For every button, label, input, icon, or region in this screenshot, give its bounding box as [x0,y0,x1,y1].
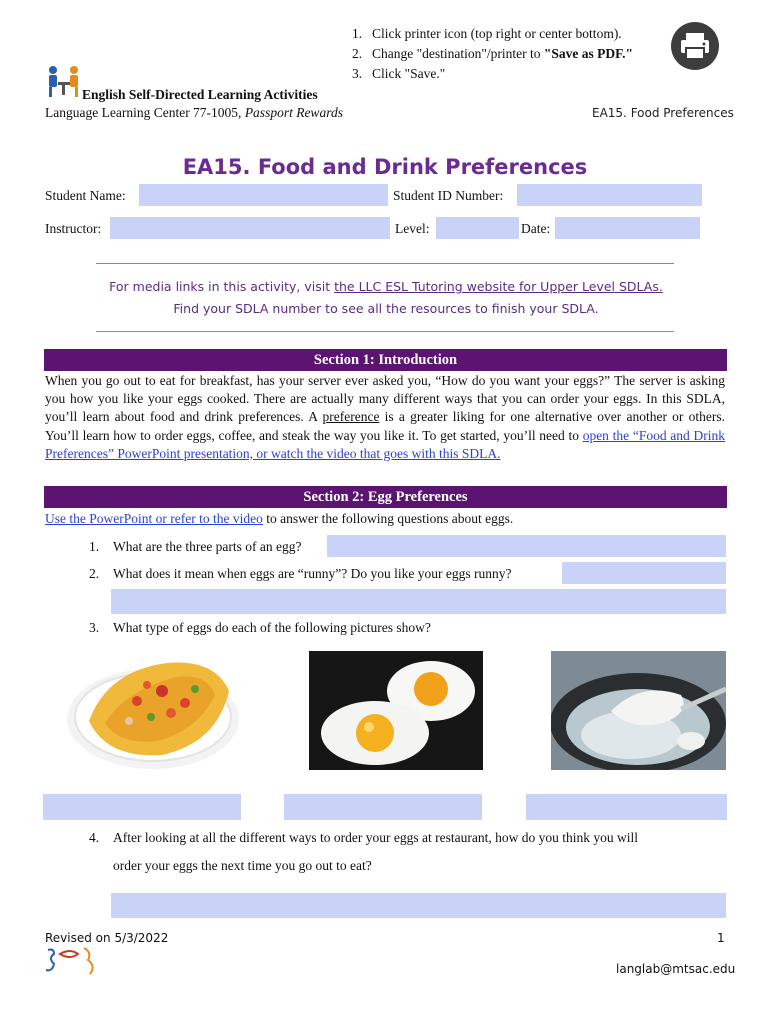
student-name-field[interactable] [139,184,388,206]
divider-top [96,263,674,264]
org-title: English Self-Directed Learning Activities [82,87,318,102]
answer-3c-field[interactable] [526,794,727,820]
activity-code: EA15. Food Preferences [592,106,734,120]
instruction-2: 2. Change "destination"/printer to "Save as PDF." [352,46,633,61]
divider-bottom [96,331,674,332]
section-2-intro: Use the PowerPoint or refer to the video to answer the following questions about eggs. [45,511,514,526]
org-subtitle: Language Learning Center 77-1005, Passport Rewards [45,105,343,120]
answer-2-field-line2[interactable] [111,589,726,614]
date-label: Date: [521,221,551,236]
media-links-note: For media links in this activity, visit the LLC ESL Tutoring website for Upper Level SDLAs. Find your SDLA number to see all the resources to finish your SDLA. [109,279,663,316]
powerpoint-link[interactable]: Use the PowerPoint or refer to the video [45,511,263,526]
omelet-photo [67,651,240,770]
page-title: EA15. Food and Drink Preferences [182,155,588,179]
question-3: 3. What type of eggs do each of the following pictures show? [89,620,431,635]
level-label: Level: [395,221,430,236]
date-field[interactable] [555,217,700,239]
section-1-text: When you go out to eat for breakfast, has your server ever asked you, “How do you want your eggs?” The server is asking you how you like your eggs cooked. There are actually many different ways that you can order your eggs. In this SDLA, you’ll learn about food and drink preferences. A preference is a greater liking for one alternative over another or others. You’ll learn how to order eggs, coffee, and steak the way you like it. To get started, you’ll need to open the “Food and Drink Preferences” PowerPoint presentation, or watch the video that goes with this SDLA. [45,373,725,461]
question-2: 2. What does it mean when eggs are “runny”? Do you like your eggs runny? [89,566,512,581]
section-2-header: Section 2: Egg Preferences [44,486,727,508]
powerpoint-video-link[interactable]: open the “Food and Drink Preferences” PowerPoint presentation, or watch the video that goes with this SDLA. [45,427,725,461]
student-name-label: Student Name: [45,188,126,203]
question-1: 1. What are the three parts of an egg? [89,539,302,554]
instruction-3: 3. Click "Save." [352,66,446,81]
poached-eggs-photo [551,651,726,770]
answer-3a-field[interactable] [43,794,241,820]
contact-email: langlab@mtsac.edu [616,962,736,976]
instruction-1: 1. Click printer icon (top right or center bottom). [352,26,622,41]
answer-1-field[interactable] [327,535,726,557]
student-id-label: Student ID Number: [393,188,504,203]
question-4-line2: order your eggs the next time you go out to eat? [113,858,372,873]
level-field[interactable] [436,217,519,239]
footer-logo [44,944,100,978]
print-instructions [352,24,633,84]
printer-icon [671,22,719,70]
answer-2-field[interactable] [562,562,726,584]
tutoring-website-link[interactable]: the LLC ESL Tutoring website for Upper Level SDLAs. [334,279,663,294]
section-1-header: Section 1: Introduction [44,349,727,371]
instructor-label: Instructor: [45,221,102,236]
instructor-field[interactable] [110,217,390,239]
llc-logo [44,62,84,102]
page-number: 1 [717,931,725,945]
fried-eggs-photo [309,651,483,770]
question-4: 4. After looking at all the different ways to order your eggs at restaurant, how do you think you will [89,830,639,845]
print-button[interactable] [671,22,719,70]
revised-date: Revised on 5/3/2022 [45,931,169,945]
answer-4-field[interactable] [111,893,726,918]
answer-3b-field[interactable] [284,794,482,820]
student-id-field[interactable] [517,184,702,206]
